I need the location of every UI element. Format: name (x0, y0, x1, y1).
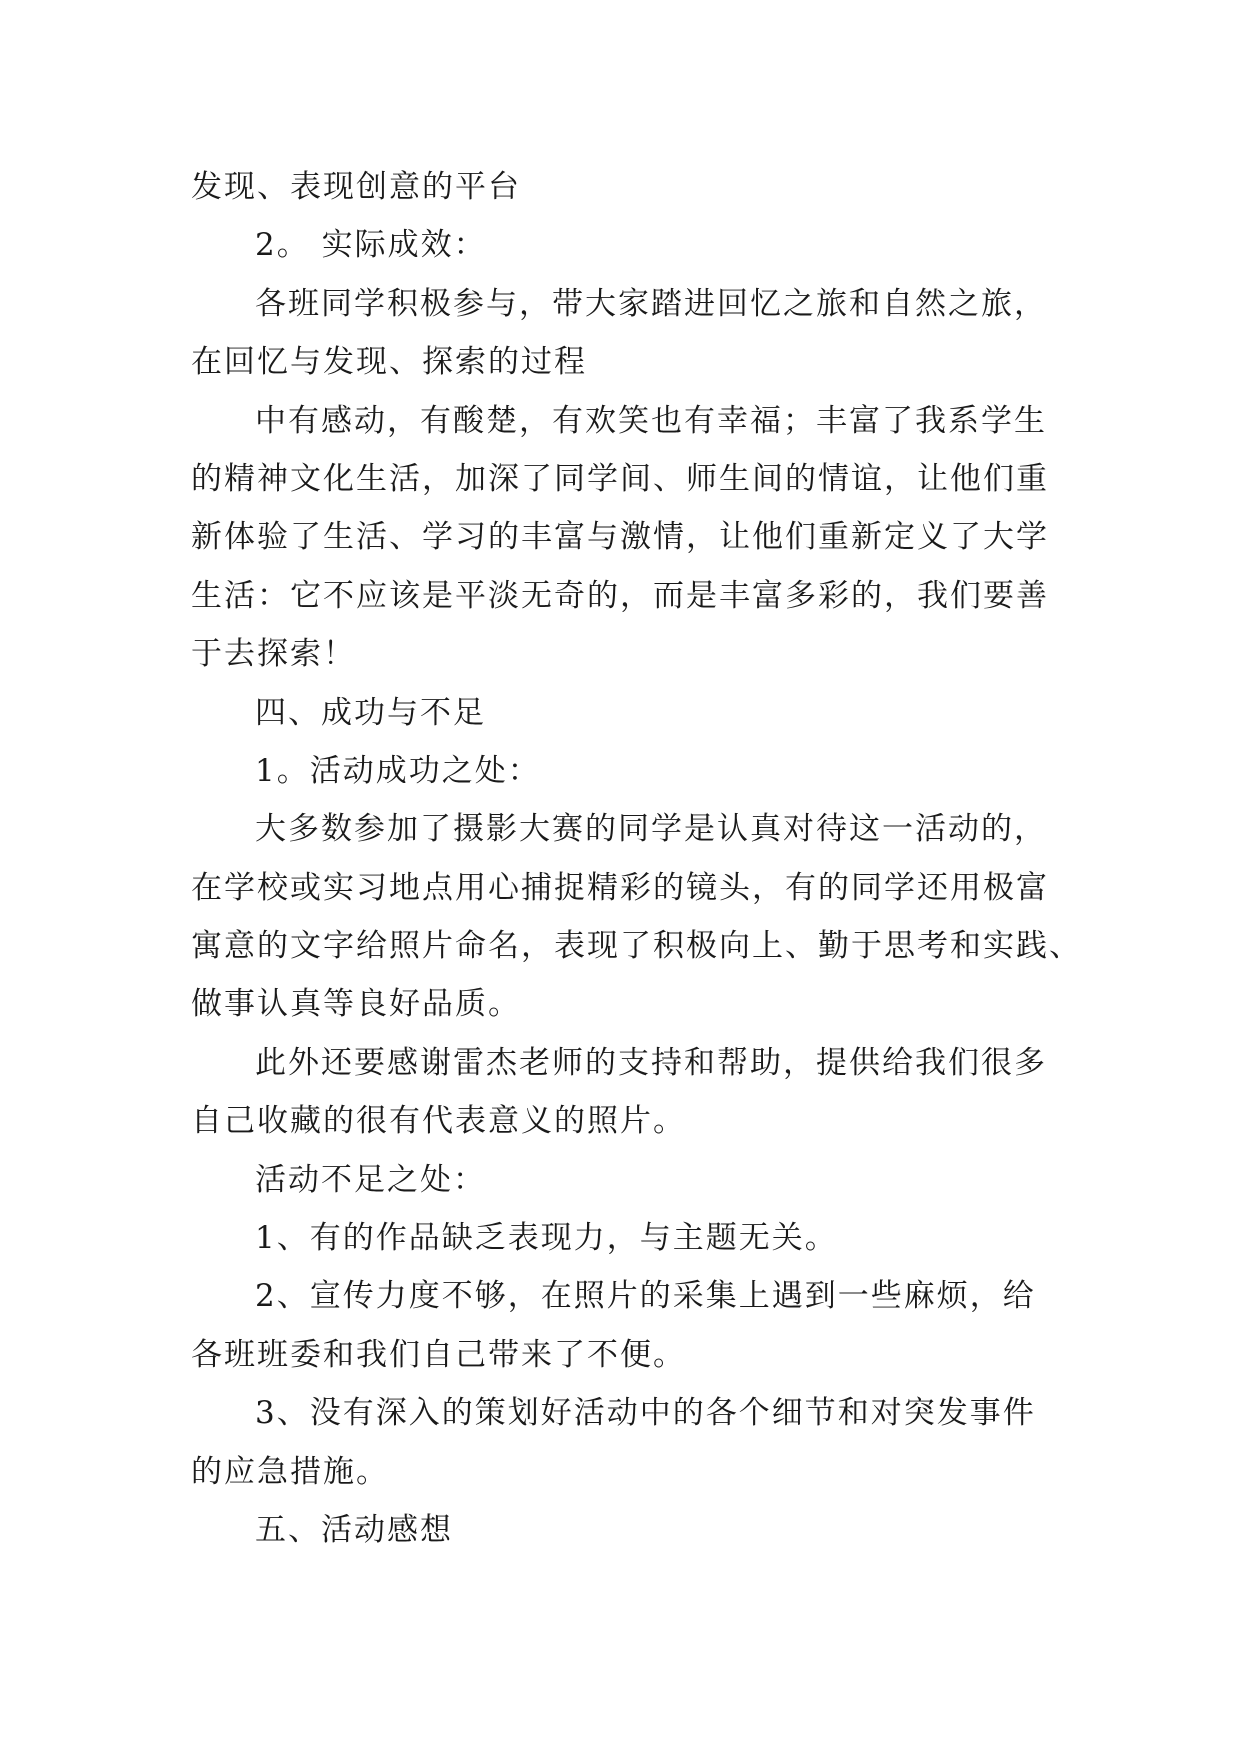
text-line: 自己收藏的很有代表意义的照片。 (191, 1103, 686, 1140)
text-line: 各班班委和我们自己带来了不便。 (191, 1336, 686, 1373)
text-line: 五、活动感想 (255, 1511, 453, 1548)
text-line: 新体验了生活、学习的丰富与激情，让他们重新定义了大学 (191, 519, 1049, 556)
text-line: 3、没有深入的策划好活动中的各个细节和对突发事件 (255, 1395, 1036, 1432)
document-body (191, 158, 1082, 1559)
text-line: 此外还要感谢雷杰老师的支持和帮助，提供给我们很多 (255, 1044, 1047, 1081)
text-line: 活动不足之处： (255, 1161, 486, 1198)
text-line: 2。 实际成效： (255, 227, 487, 264)
text-line: 各班同学积极参与，带大家踏进回忆之旅和自然之旅， (255, 285, 1047, 322)
text-line: 大多数参加了摄影大赛的同学是认真对待这一活动的， (255, 811, 1047, 848)
text-line: 的精神文化生活，加深了同学间、师生间的情谊，让他们重 (191, 460, 1049, 497)
text-line: 生活：它不应该是平淡无奇的，而是丰富多彩的，我们要善 (191, 577, 1049, 614)
text-line: 寓意的文字给照片命名，表现了积极向上、勤于思考和实践、 (191, 928, 1082, 965)
text-line: 在学校或实习地点用心捕捉精彩的镜头，有的同学还用极富 (191, 869, 1049, 906)
text-line: 发现、表现创意的平台 (191, 169, 521, 205)
text-line: 2、宣传力度不够，在照片的采集上遇到一些麻烦，给 (255, 1278, 1036, 1315)
text-line: 的应急措施。 (191, 1453, 389, 1490)
text-line: 做事认真等良好品质。 (191, 986, 521, 1023)
text-line: 四、成功与不足 (255, 694, 486, 731)
text-line: 1。活动成功之处： (255, 752, 541, 789)
text-line: 在回忆与发现、探索的过程 (191, 344, 587, 381)
text-line: 1、有的作品缺乏表现力，与主题无关。 (255, 1220, 838, 1257)
text-line: 于去探索！ (191, 636, 356, 673)
text-line: 中有感动，有酸楚，有欢笑也有幸福；丰富了我系学生 (255, 402, 1047, 439)
